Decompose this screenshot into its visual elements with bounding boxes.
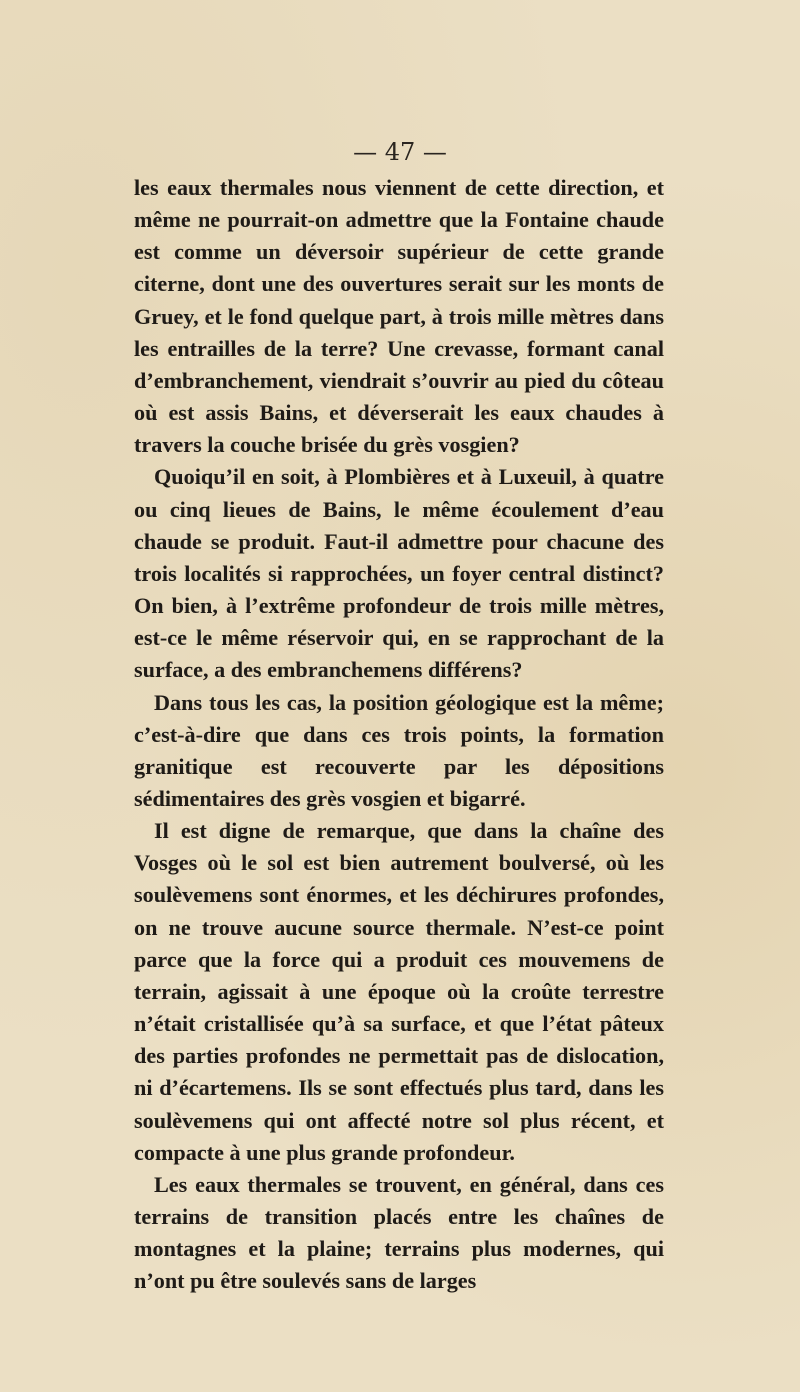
paragraph-5: Les eaux thermales se trouvent, en général, dans ces terrains de transition placés entre les chaînes de montagnes et la plaine; terrains plus modernes, qui n’ont pu être soulevés sans de larges [134, 1171, 664, 1294]
paragraph-1: les eaux thermales nous viennent de cette direction, et même ne pourrait-on admettre que la Fontaine chaude est comme un déversoir supérieur de cette grande citerne, dont une des ouvertures serait sur les monts de Gruey, et le fond quelque part, à trois mille mètres dans les entrailles de la terre? Une crevasse, formant canal d’embranchement, viendrait s’ouvrir au pied du côteau où est assis Bains, et déverserait les eaux chaudes à travers la couche brisée du grès vosgien? [134, 175, 664, 458]
page-number: — 47 — [353, 138, 447, 166]
body-text [134, 172, 664, 1297]
paragraph-3: Dans tous les cas, la position géologique est la même; c’est-à-dire que dans ces trois points, la formation granitique est recouverte par les dépositions sédimentaires des grès vosgien et bigarré. [134, 689, 664, 811]
paragraph-4: Il est digne de remarque, que dans la chaîne des Vosges où le sol est bien autrement boulversé, où les soulèvemens sont énormes, et les déchirures profondes, on ne trouve aucune source thermale. N’est-ce point parce que la force qui a produit ces mouvemens de terrain, agissait à une époque où la croûte terrestre n’était cristallisée qu’à sa surface, et que l’état pâteux des parties profondes ne permettait pas de dislocation, ni d’écartemens. Ils se sont effectués plus tard, dans les soulèvemens qui ont affecté notre sol plus récent, et compacte à une plus grande profondeur. [134, 818, 664, 1165]
paragraph-2: Quoiqu’il en soit, à Plombières et à Luxeuil, à quatre ou cinq lieues de Bains, le même écoulement d’eau chaude se produit. Faut-il admettre pour chacune des trois localités si rapprochées, un foyer central distinct? On bien, à l’extrême profondeur de trois mille mètres, est-ce le même réservoir qui, en se rapprochant de la surface, a des embranchemens différens? [134, 464, 664, 683]
